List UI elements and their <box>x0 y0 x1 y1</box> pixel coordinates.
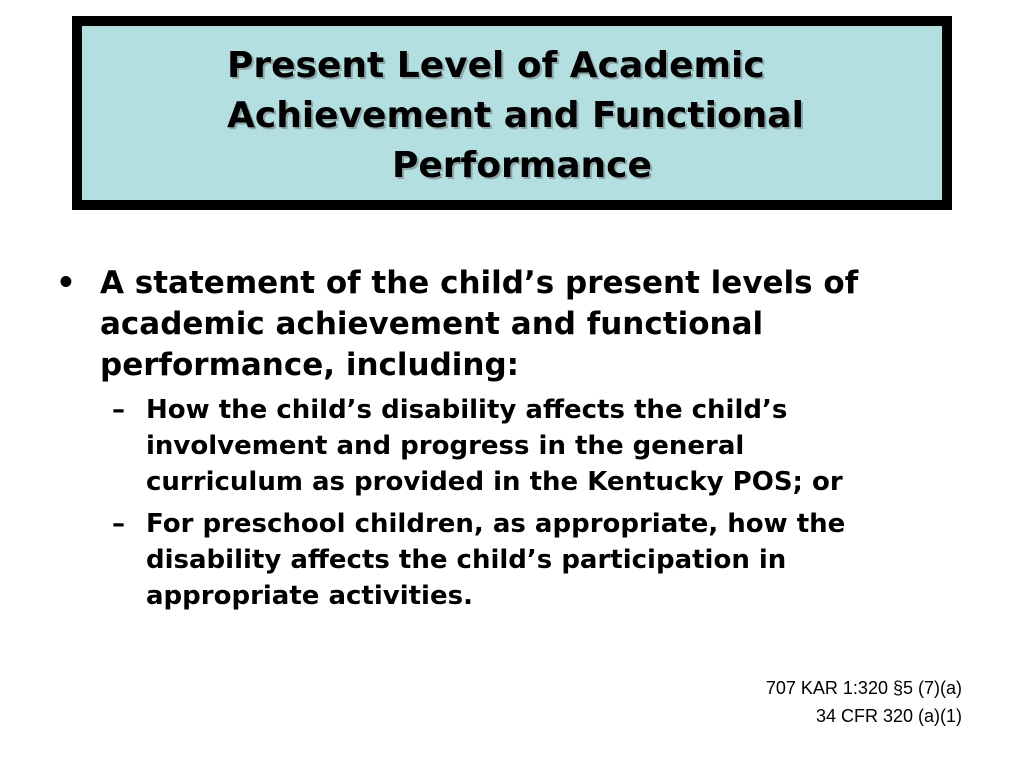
sub-bullet-2-line-3: appropriate activities. <box>146 581 473 611</box>
sub-bullet-1-line-3: curriculum as provided in the Kentucky POS; or <box>146 467 843 497</box>
slide-title-line-3: Performance <box>392 145 652 186</box>
dash-marker: – <box>112 395 125 425</box>
slide-body <box>56 263 956 614</box>
sub-bullet-2-line-2: disability affects the child’s participation in <box>146 545 787 575</box>
sub-bullet-1-line-1: How the child’s disability affects the child’s <box>146 395 788 425</box>
main-bullet-line-3: performance, including: <box>100 347 520 383</box>
main-bullet-line-2: academic achievement and functional <box>100 306 764 342</box>
bullet-marker: • <box>56 265 76 301</box>
main-bullet-line-1: A statement of the child’s present levels of <box>100 265 859 301</box>
citations <box>766 674 962 730</box>
slide-title-box <box>72 16 952 210</box>
main-bullet <box>56 263 956 386</box>
citation-kar: 707 KAR 1:320 §5 (7)(a) <box>765 678 962 698</box>
citation-cfr: 34 CFR 320 (a)(1) <box>815 706 962 726</box>
sub-bullet-1 <box>100 392 956 500</box>
sub-bullet-2-line-1: For preschool children, as appropriate, how the <box>146 509 846 539</box>
slide-title-line-1: Present Level of Academic <box>227 45 765 86</box>
dash-marker: – <box>112 509 125 539</box>
sub-bullet-1-line-2: involvement and progress in the general <box>146 431 745 461</box>
slide-title-line-2: Achievement and Functional <box>227 95 804 136</box>
sub-bullet-2 <box>100 506 956 614</box>
